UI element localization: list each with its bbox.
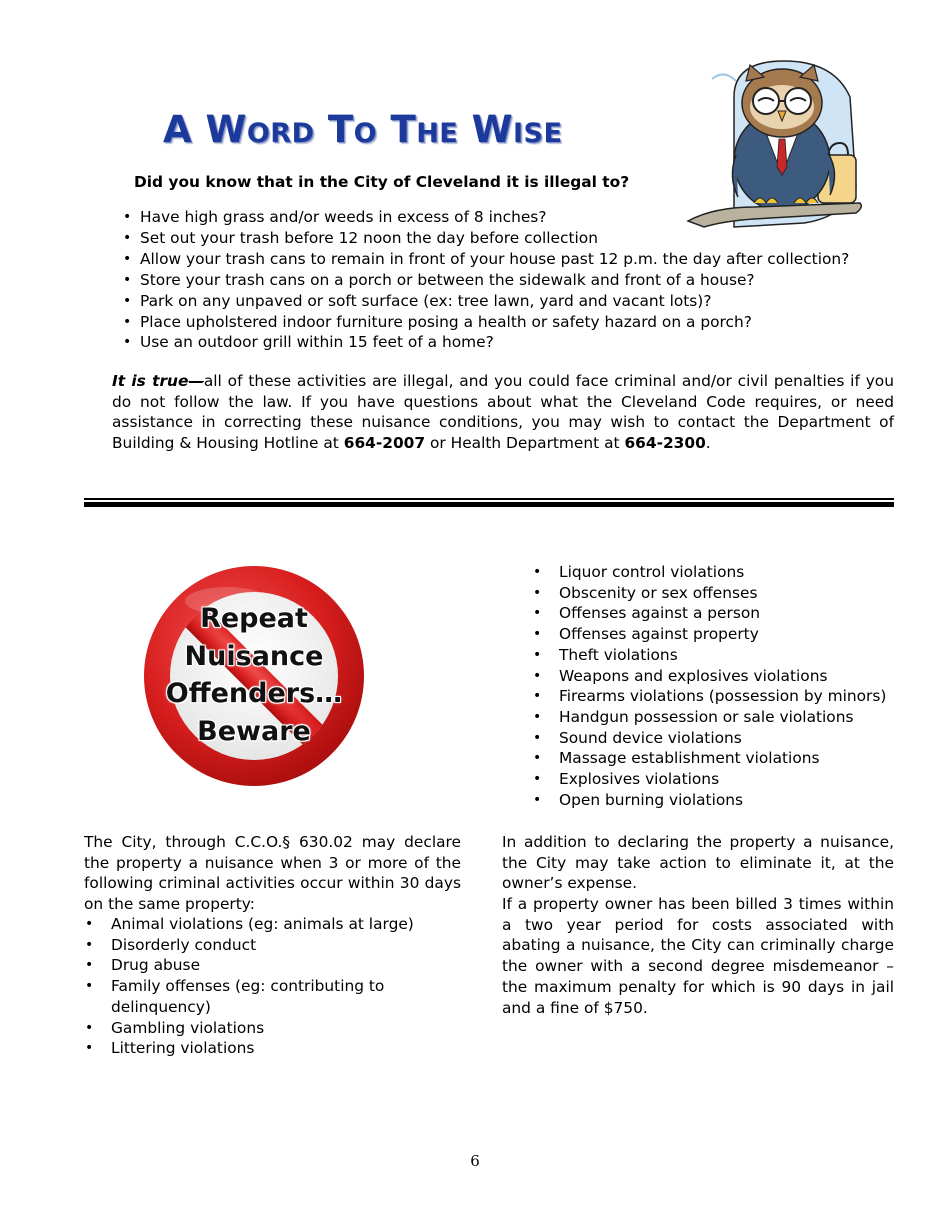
title-word-1: A xyxy=(163,108,193,151)
page-number: 6 xyxy=(470,1152,480,1170)
sign-line: Beware xyxy=(197,715,311,747)
list-item: • Set out your trash before 12 noon the day before collection xyxy=(140,228,849,249)
list-item: • Place upholstered indoor furniture posing a health or safety hazard on a porch? xyxy=(140,312,849,333)
lead-emphasis: It is true— xyxy=(112,372,204,390)
building-hotline-number: 664-2007 xyxy=(343,434,426,453)
sign-line: Repeat xyxy=(200,603,308,634)
list-item: • Offenses against a person xyxy=(559,603,886,624)
list-item: • Sound device violations xyxy=(559,728,886,749)
list-item: • Obscenity or sex offenses xyxy=(559,583,886,604)
list-item: • Explosives violations xyxy=(559,769,886,790)
list-item: • Open burning violations xyxy=(559,790,886,811)
section-divider-thick xyxy=(84,502,894,507)
sign-line: Offenders… xyxy=(165,678,343,709)
health-department-number: 664-2300 xyxy=(624,434,706,453)
question-heading: Did you know that in the City of Cleveland it is illegal to? xyxy=(134,173,630,191)
list-item: • Theft violations xyxy=(559,645,886,666)
penalty-paragraph: If a property owner has been billed 3 times within a two year period for costs associated with abating a nuisance, the City can criminally charge the owner with a second degree misdemeanor – the maximum penalty for which is 90 days in jail and a fine of $750. xyxy=(502,895,894,1017)
list-item: • Allow your trash cans to remain in front of your house past 12 p.m. the day after collection? xyxy=(140,249,849,270)
list-item: • Family offenses (eg: contributing to delinquency) xyxy=(111,976,461,1017)
list-item: • Use an outdoor grill within 15 feet of a home? xyxy=(140,332,849,353)
list-item: • Handgun possession or sale violations xyxy=(559,707,886,728)
title-word-3: TO xyxy=(314,108,378,151)
sign-line: Nuisance xyxy=(184,640,324,672)
criminal-activities-list-right xyxy=(559,562,886,810)
list-item: • Disorderly conduct xyxy=(111,935,461,956)
sign-caption xyxy=(143,600,365,750)
list-item: • Gambling violations xyxy=(111,1018,461,1039)
list-item: • Animal violations (eg: animals at large) xyxy=(111,914,461,935)
title-word-5: WISE xyxy=(458,108,563,151)
list-item: • Littering violations xyxy=(111,1038,461,1059)
nuisance-declaration-paragraph: The City, through C.C.O.§ 630.02 may declare the property a nuisance when 3 or more of the following criminal activities occur within 30 days on the same property: xyxy=(84,833,461,914)
list-item: • Drug abuse xyxy=(111,955,461,976)
it-is-true-paragraph: It is true—all of these activities are illegal, and you could face criminal and/or civil penalties if you do not follow the law. If you have questions about what the Cleveland Code requires, or need assistance in correcting these nuisance conditions, you may wish to contact the Department of Building & Housing Hotline at 664-2007 or Health Department at 664-2300. xyxy=(112,372,894,453)
list-item: • Have high grass and/or weeds in excess of 8 inches? xyxy=(140,207,849,228)
page-title xyxy=(163,108,562,151)
list-item: • Liquor control violations xyxy=(559,562,886,583)
list-item: • Firearms violations (possession by minors) xyxy=(559,686,886,707)
eliminate-nuisance-paragraph: In addition to declaring the property a nuisance, the City may take action to eliminate it, at the owner’s expense. xyxy=(502,833,894,893)
list-item: • Offenses against property xyxy=(559,624,886,645)
list-item: • Massage establishment violations xyxy=(559,748,886,769)
criminal-activities-list-left xyxy=(111,914,461,1059)
list-item: • Weapons and explosives violations xyxy=(559,666,886,687)
illegal-activities-list xyxy=(140,207,849,353)
list-item: • Park on any unpaved or soft surface (ex: tree lawn, yard and vacant lots)? xyxy=(140,291,849,312)
title-word-4: THE xyxy=(377,108,459,151)
list-item: • Store your trash cans on a porch or between the sidewalk and front of a house? xyxy=(140,270,849,291)
owl-illustration xyxy=(684,57,866,229)
title-word-2: WORD xyxy=(192,108,315,151)
section-divider xyxy=(84,498,894,500)
